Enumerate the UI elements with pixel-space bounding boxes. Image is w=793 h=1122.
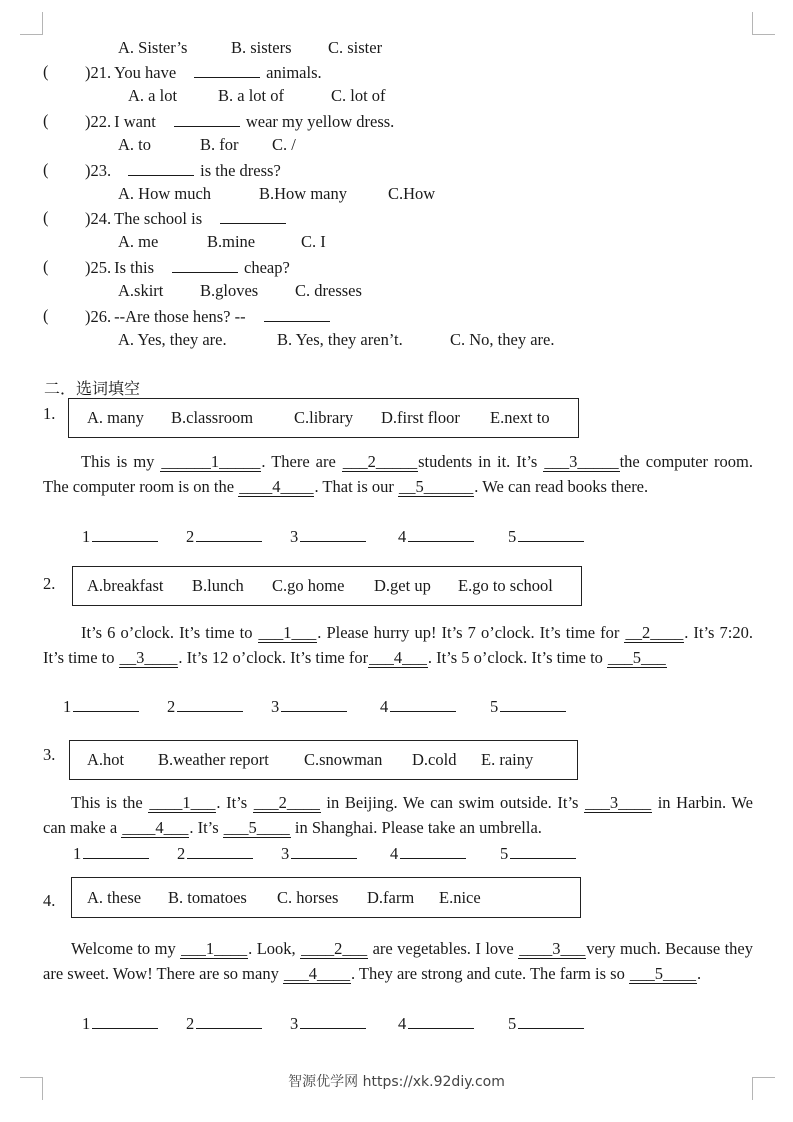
passage-blank[interactable]: ___1____	[181, 939, 248, 958]
stem-text: wear my yellow dress.	[245, 112, 395, 131]
passage-text: . We can read books there.	[474, 476, 649, 496]
word-option: D.cold	[412, 750, 457, 769]
answer-slot[interactable]	[63, 696, 139, 717]
answer-paren[interactable]: (	[43, 160, 49, 179]
word-option: D.get up	[374, 576, 431, 595]
passage-blank[interactable]: __3____	[119, 647, 178, 667]
stem-text: --Are those hens? --	[114, 307, 246, 326]
answer-label: 2	[177, 844, 186, 863]
answer-slot[interactable]	[290, 526, 366, 547]
question-stem	[85, 208, 292, 229]
passage-text: . They are strong and cute. The farm is so	[350, 963, 629, 983]
passage-blank[interactable]: ___2_____	[342, 452, 418, 471]
option: A. to	[118, 135, 151, 154]
answer-line[interactable]	[187, 843, 253, 859]
answer-label: 5	[508, 527, 517, 546]
answer-line[interactable]	[92, 1013, 158, 1029]
word-option: A.breakfast	[87, 576, 164, 595]
passage-text: . Please hurry up! It’s 7 o’clock. It’s time for	[317, 623, 625, 642]
word-option: C.snowman	[304, 750, 383, 769]
answer-blank[interactable]	[220, 208, 286, 224]
option: B. for	[200, 135, 239, 154]
word-option: A. many	[87, 408, 144, 427]
word-option: E.nice	[439, 887, 481, 907]
passage-text: This is the	[71, 793, 149, 812]
stem-text: The school is	[114, 209, 203, 228]
answer-line[interactable]	[400, 843, 466, 859]
question-stem	[85, 257, 290, 278]
passage-blank[interactable]: ____3___	[519, 939, 586, 958]
answer-line[interactable]	[518, 1013, 584, 1029]
answer-slot[interactable]	[490, 696, 566, 717]
option: B.How many	[259, 184, 347, 203]
option: A.skirt	[118, 281, 164, 300]
word-option: C.go home	[272, 576, 345, 595]
word-option: E.go to school	[458, 576, 553, 595]
passage-text: Welcome to my	[71, 939, 181, 958]
passage	[43, 791, 753, 840]
passage	[43, 937, 753, 986]
passage-text: This is my	[81, 452, 161, 471]
question-number: )22.	[85, 112, 112, 131]
option: C. /	[272, 135, 296, 154]
word-box	[72, 566, 582, 606]
stem-text: Is this	[114, 258, 155, 277]
group-number: 1.	[43, 404, 56, 423]
passage-text: . That is our	[314, 476, 399, 496]
question-number: )23.	[85, 161, 112, 180]
passage-blank[interactable]: ____2___	[301, 939, 368, 958]
answer-label: 4	[398, 1014, 407, 1033]
passage-text: . It’s 5 o’clock. It’s time to	[427, 647, 608, 667]
option: A. Sister’s	[118, 38, 188, 57]
passage-text: the computer room. The computer room is on the	[43, 452, 753, 496]
answer-label: 5	[500, 844, 509, 863]
answer-label: 1	[82, 1014, 91, 1033]
answer-label: 3	[281, 844, 290, 863]
answer-line[interactable]	[300, 526, 366, 542]
passage-text: . There are	[261, 452, 342, 471]
answer-line[interactable]	[300, 1013, 366, 1029]
passage-blank[interactable]: ___5___	[608, 647, 666, 667]
answer-slot[interactable]	[281, 843, 357, 864]
answer-slot[interactable]	[167, 696, 243, 717]
stem-text: You have	[114, 63, 177, 82]
word-box	[71, 877, 581, 918]
option: B.mine	[207, 232, 256, 251]
passage-text: in Beijing. We can swim outside. It’s	[320, 793, 585, 812]
answer-line[interactable]	[408, 526, 474, 542]
answer-line[interactable]	[510, 843, 576, 859]
answer-line[interactable]	[390, 696, 456, 712]
word-option: B.classroom	[171, 408, 254, 427]
option: B.gloves	[200, 281, 259, 300]
stem-text: cheap?	[244, 258, 290, 277]
passage-text: very much. Because they are sweet. Wow! There are so many	[43, 939, 754, 983]
answer-slot[interactable]	[186, 1013, 262, 1034]
option: A. me	[118, 232, 159, 251]
answer-paren[interactable]: (	[43, 257, 49, 276]
passage-text: . It’s 7:20. It’s time to	[43, 623, 753, 667]
answer-slot[interactable]	[398, 526, 474, 547]
answer-blank[interactable]	[172, 257, 238, 273]
passage-blank[interactable]: __5______	[399, 476, 474, 496]
word-option: E.next to	[490, 408, 550, 427]
word-box	[68, 398, 579, 438]
question-number: )26.	[85, 307, 112, 326]
word-option: A. these	[87, 887, 142, 907]
answer-line[interactable]	[83, 843, 149, 859]
answer-blank[interactable]	[174, 111, 240, 127]
footer-watermark: 智源优学网 https://xk.92diy.com	[288, 1074, 505, 1090]
answer-label: 3	[271, 697, 280, 716]
passage-blank[interactable]: __2____	[625, 623, 684, 642]
word-option: C.library	[294, 408, 354, 427]
word-option: B.weather report	[158, 750, 269, 769]
word-option: C. horses	[277, 887, 339, 907]
option: A. a lot	[128, 86, 178, 105]
option: A. How much	[118, 184, 212, 203]
answer-label: 4	[380, 697, 389, 716]
option: A. Yes, they are.	[118, 330, 227, 349]
option: C. dresses	[295, 281, 362, 300]
passage-text: . It’s	[216, 793, 253, 812]
group-number: 3.	[43, 745, 56, 764]
answer-slot[interactable]	[500, 843, 576, 864]
passage-blank[interactable]: ____4____	[239, 476, 314, 496]
answer-line[interactable]	[291, 843, 357, 859]
option: C. lot of	[331, 86, 386, 105]
passage-blank[interactable]: ___3____	[585, 793, 652, 812]
answer-label: 4	[390, 844, 399, 863]
answer-line[interactable]	[92, 526, 158, 542]
question-stem	[85, 62, 322, 83]
group-number: 2.	[43, 574, 56, 593]
answer-slot[interactable]	[290, 1013, 366, 1034]
passage-blank[interactable]: ______1_____	[161, 452, 261, 471]
answer-label: 1	[63, 697, 72, 716]
question-number: )24.	[85, 209, 112, 228]
word-option: B. tomatoes	[168, 887, 247, 907]
answer-slot[interactable]	[508, 526, 584, 547]
passage-text: . It’s	[189, 817, 223, 837]
answer-slot[interactable]	[82, 526, 158, 547]
section-title: 二．选词填空	[44, 379, 141, 398]
question-number: )21.	[85, 63, 112, 82]
answer-line[interactable]	[518, 526, 584, 542]
answer-label: 2	[186, 527, 195, 546]
passage-blank[interactable]: ____1___	[149, 793, 216, 812]
answer-line[interactable]	[196, 1013, 262, 1029]
stem-text: is the dress?	[200, 161, 281, 180]
answer-blank[interactable]	[264, 306, 330, 322]
passage-text: in Shanghai. Please take an umbrella.	[290, 817, 542, 837]
answer-slot[interactable]	[390, 843, 466, 864]
answer-slot[interactable]	[186, 526, 262, 547]
answer-blank[interactable]	[194, 62, 260, 78]
word-option: D.farm	[367, 887, 415, 907]
answer-slot[interactable]	[177, 843, 253, 864]
passage-blank[interactable]: ____4___	[122, 817, 189, 837]
answer-slot[interactable]	[380, 696, 456, 717]
passage-blank[interactable]: ___2____	[253, 793, 320, 812]
crop-mark-top-right	[752, 12, 775, 35]
option: B. a lot of	[218, 86, 284, 105]
answer-label: 3	[290, 527, 299, 546]
option: C.How	[388, 184, 436, 203]
answer-slot[interactable]	[271, 696, 347, 717]
answer-slot[interactable]	[508, 1013, 584, 1034]
option: C. I	[301, 232, 326, 251]
answer-label: 5	[490, 697, 499, 716]
answer-paren[interactable]: (	[43, 208, 49, 227]
option: C. sister	[328, 38, 383, 57]
question-stem	[85, 160, 281, 181]
answer-line[interactable]	[177, 696, 243, 712]
answer-paren[interactable]: (	[43, 111, 49, 130]
option: B. Yes, they aren’t.	[277, 330, 403, 349]
answer-line[interactable]	[196, 526, 262, 542]
option: B. sisters	[231, 38, 292, 57]
answer-line[interactable]	[281, 696, 347, 712]
answer-blank[interactable]	[128, 160, 194, 176]
answer-label: 3	[290, 1014, 299, 1033]
answer-label: 1	[73, 844, 82, 863]
word-box	[69, 740, 578, 780]
stem-text: animals.	[266, 63, 322, 82]
passage-blank[interactable]: ___4____	[283, 963, 350, 983]
answer-slot[interactable]	[398, 1013, 474, 1034]
group-number: 4.	[43, 891, 56, 910]
stem-text: I want	[114, 112, 156, 131]
option: C. No, they are.	[450, 330, 555, 349]
passage-text: It’s 6 o’clock. It’s time to	[81, 623, 258, 642]
passage-blank[interactable]: ___5____	[629, 963, 696, 983]
answer-label: 1	[82, 527, 91, 546]
answer-label: 2	[186, 1014, 195, 1033]
passage-blank[interactable]: ___1___	[258, 623, 317, 642]
passage-text: in Harbin. We can make a	[43, 793, 754, 837]
answer-label: 4	[398, 527, 407, 546]
crop-mark-top-left	[20, 12, 43, 35]
passage-text: . It’s 12 o’clock. It’s time for	[178, 647, 369, 667]
word-option: A.hot	[87, 750, 125, 769]
answer-paren[interactable]: (	[43, 62, 49, 81]
answer-line[interactable]	[500, 696, 566, 712]
question-stem	[85, 111, 394, 132]
word-option: D.first floor	[381, 408, 460, 427]
question-stem	[85, 306, 336, 327]
passage-blank[interactable]: ___3_____	[544, 452, 619, 471]
answer-slot[interactable]	[82, 1013, 158, 1034]
question-number: )25.	[85, 258, 112, 277]
answer-line[interactable]	[408, 1013, 474, 1029]
passage-text: . Look,	[248, 939, 301, 958]
answer-label: 2	[167, 697, 176, 716]
answer-paren[interactable]: (	[43, 306, 49, 325]
passage-blank[interactable]: ___5____	[223, 817, 290, 837]
passage-text: are vegetables. I love	[368, 939, 519, 958]
passage-text: students in it. It’s	[418, 452, 544, 471]
word-option: B.lunch	[192, 576, 244, 595]
answer-label: 5	[508, 1014, 517, 1033]
passage-blank[interactable]: ___4___	[369, 647, 427, 667]
passage	[43, 621, 753, 670]
answer-line[interactable]	[73, 696, 139, 712]
passage-text: .	[696, 963, 702, 983]
passage	[43, 450, 753, 499]
word-option: E. rainy	[481, 750, 534, 769]
answer-slot[interactable]	[73, 843, 149, 864]
